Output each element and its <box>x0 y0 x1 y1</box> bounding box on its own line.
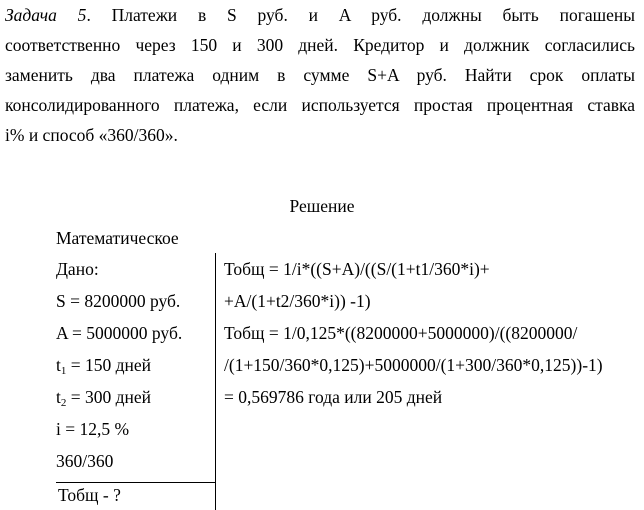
find-label: Тобщ - ? <box>58 485 121 505</box>
formula-line-3: Тобщ = 1/0,125*((8200000+5000000)/((8200000/ <box>224 323 578 343</box>
t2-value: = 300 дней <box>66 387 152 407</box>
t2-subscript: 2 <box>60 397 67 409</box>
problem-line-1 <box>5 0 635 30</box>
formula-line-2: +A/(1+t2/360*i)) -1) <box>224 291 371 311</box>
formula-block <box>224 253 639 413</box>
given-s: S = 8200000 руб. <box>56 291 181 311</box>
given-block <box>56 223 216 477</box>
problem-statement <box>5 0 635 150</box>
formula-line-4: /(1+150/360*0,125)+5000000/(1+300/360*0,125))-1) <box>224 355 603 375</box>
given-a: A = 5000000 руб. <box>56 323 183 343</box>
given-label: Дано: <box>56 259 99 279</box>
problem-line-1-text: . Платежи в S руб. и A руб. должны быть погашены <box>86 5 636 25</box>
problem-line-5: i% и способ «360/360». <box>5 125 178 145</box>
solution-title: Решение <box>289 196 355 216</box>
t1-symbol: t <box>56 355 61 375</box>
method-label: Математическое <box>56 228 179 248</box>
formula-line-1: Тобщ = 1/i*((S+A)/((S/(1+t1/360*i)+ <box>224 259 490 279</box>
task-label: Задача 5 <box>5 5 87 25</box>
given-t1 <box>56 349 216 381</box>
vertical-divider <box>215 253 216 510</box>
problem-line-4: консолидированного платежа, если используется простая процентная ставка <box>5 95 635 115</box>
t1-subscript: 1 <box>60 365 67 377</box>
given-t2 <box>56 381 216 413</box>
t1-value: = 150 дней <box>66 355 152 375</box>
t2-symbol: t <box>56 387 61 407</box>
problem-line-3: заменить два платежа одним в сумме S+A руб. Найти срок оплаты <box>5 65 635 85</box>
given-convention: 360/360 <box>56 451 114 471</box>
problem-line-2: соответственно через 150 и 300 дней. Кредитор и должник согласились <box>5 35 635 55</box>
given-i: i = 12,5 % <box>56 419 130 439</box>
formula-result: = 0,569786 года или 205 дней <box>224 387 443 407</box>
